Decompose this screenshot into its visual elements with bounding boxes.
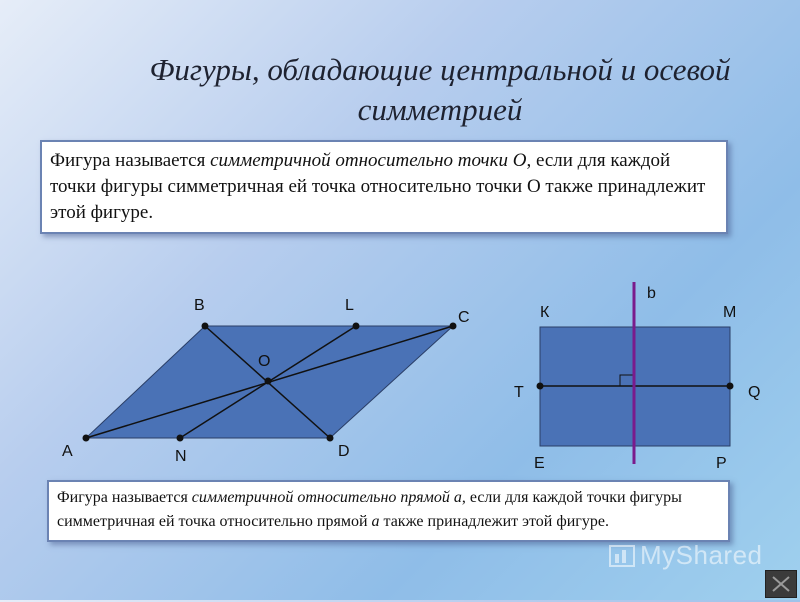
label-n: N [175,448,187,465]
label-b-axis: b [647,285,656,302]
label-k: К [540,304,550,321]
slide-nav-button[interactable] [765,570,797,598]
label-d: D [338,443,350,460]
point-a [83,435,90,442]
label-q: Q [748,384,761,401]
label-b: B [194,297,205,314]
slide-title: Фигуры, обладающие центральной и осевой симметрией [149,52,731,127]
axial-def-term: симметричной относительно прямой а [191,489,462,506]
close-icon [766,571,796,597]
point-l [353,323,360,330]
axial-symmetry-definition [47,480,730,542]
label-o: O [258,353,271,370]
axial-def-middle: , если для каждой точки фигуры симметричная ей точка относительно прямой [57,489,682,530]
point-c [450,323,457,330]
point-q [727,383,734,390]
label-a: A [62,443,73,460]
point-n [177,435,184,442]
axial-def-prefix: Фигура называется [57,489,192,506]
point-t [537,383,544,390]
label-p: P [716,455,727,472]
label-e: E [534,455,545,472]
point-b [202,323,209,330]
watermark-text: MyShared [640,540,763,570]
axial-def-term2: а [371,513,380,530]
central-def-prefix: Фигура называется [50,150,211,171]
central-def-term: симметричной относительно точки О [210,150,527,171]
label-t: T [514,384,524,401]
point-o [265,378,272,385]
label-m: M [723,304,737,321]
axial-def-suffix: также принадлежит этой фигуре. [379,513,609,530]
central-def-suffix: , если для каждой точки фигуры симметричная ей точка относительно точки О также принадлежит этой фигуре. [50,150,706,223]
label-l: L [345,297,354,314]
label-c: C [458,309,470,326]
watermark-logo-icon [608,540,642,570]
point-d [327,435,334,442]
